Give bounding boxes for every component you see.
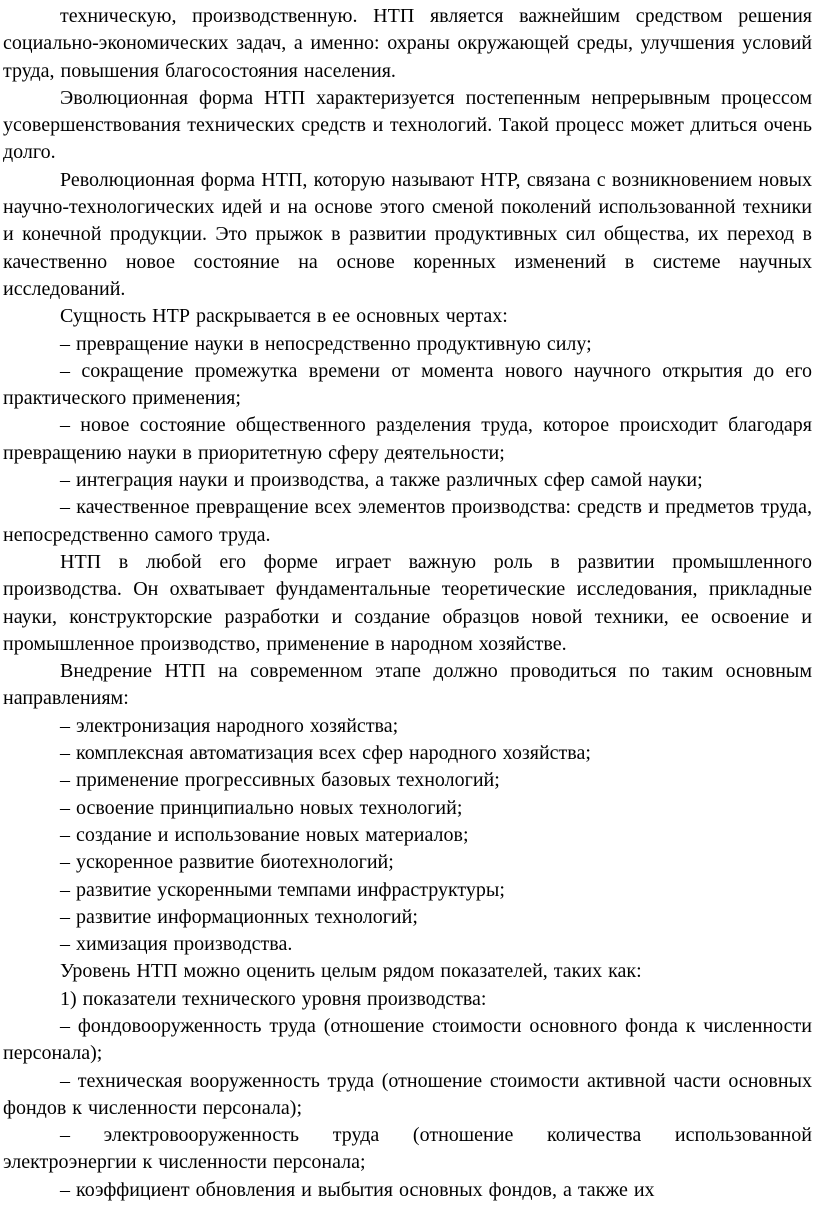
paragraph: – применение прогрессивных базовых технологий; — [60, 769, 500, 792]
paragraph: – химизация производства. — [60, 933, 293, 956]
document-body — [3, 3, 812, 1204]
paragraph: Внедрение НТП на современном этапе должно проводиться по таким основным направлениям: — [3, 660, 812, 710]
paragraph: Эволюционная форма НТП характеризуется постепенным непрерывным процессом усовершенствования технических средств и технологий. Такой процесс может длиться очень долго. — [3, 86, 812, 164]
paragraph: НТП в любой его форме играет важную роль в развитии промышленного производства. Он охватывает фундаментальные теоретические исследования, прикладные науки, конструкторские разработки и создание образцов новой техники, ее освоение и промышленное производство, применение в народном хозяйстве. — [3, 550, 812, 655]
paragraph: – коэффициент обновления и выбытия основных фондов, а также их — [60, 1178, 655, 1201]
paragraph: – интеграция науки и производства, а также различных сфер самой науки; — [60, 469, 703, 492]
paragraph: – превращение науки в непосредственно продуктивную силу; — [60, 332, 592, 355]
paragraph: – ускоренное развитие биотехнологий; — [60, 851, 394, 874]
paragraph: Революционная форма НТП, которую называют НТР, связана с возникновением новых научно-технологических идей и на основе этого сменой поколений использованной техники и конечной продукции. Это прыжок в развитии продуктивных сил общества, их переход в качественно новое состояние на основе коренных изменений в системе научных исследований. — [3, 168, 812, 300]
paragraph: – электровооруженность труда (отношение количества использованной электроэнергии к численности персонала; — [3, 1124, 812, 1174]
paragraph: – техническая вооруженность труда (отношение стоимости активной части основных фондов к численности персонала); — [3, 1069, 812, 1119]
paragraph: – развитие информационных технологий; — [60, 905, 418, 928]
paragraph: – освоение принципиально новых технологий; — [60, 796, 463, 819]
paragraph: – новое состояние общественного разделения труда, которое происходит благодаря превращению науки в приоритетную сферу деятельности; — [3, 414, 812, 464]
paragraph: 1) показатели технического уровня производства: — [60, 987, 487, 1010]
paragraph: – развитие ускоренными темпами инфраструктуры; — [60, 878, 505, 901]
paragraph: – создание и использование новых материалов; — [60, 823, 469, 846]
paragraph: техническую, производственную. НТП является важнейшим средством решения социально-экономических задач, а именно: охраны окружающей среды, улучшения условий труда, повышения благосостояния населения. — [3, 5, 812, 82]
paragraph: – электронизация народного хозяйства; — [60, 714, 399, 737]
paragraph: Уровень НТП можно оценить целым рядом показателей, таких как: — [60, 960, 642, 983]
paragraph: – сокращение промежутка времени от момента нового научного открытия до его практического применения; — [3, 359, 812, 410]
paragraph: – фондовооруженность труда (отношение стоимости основного фонда к численности персонала); — [3, 1014, 812, 1065]
paragraph: – качественное превращение всех элементов производства: средств и предметов труда, непосредственно самого труда. — [3, 496, 812, 546]
paragraph: – комплексная автоматизация всех сфер народного хозяйства; — [60, 742, 591, 765]
paragraph: Сущность НТР раскрывается в ее основных чертах: — [60, 305, 508, 328]
